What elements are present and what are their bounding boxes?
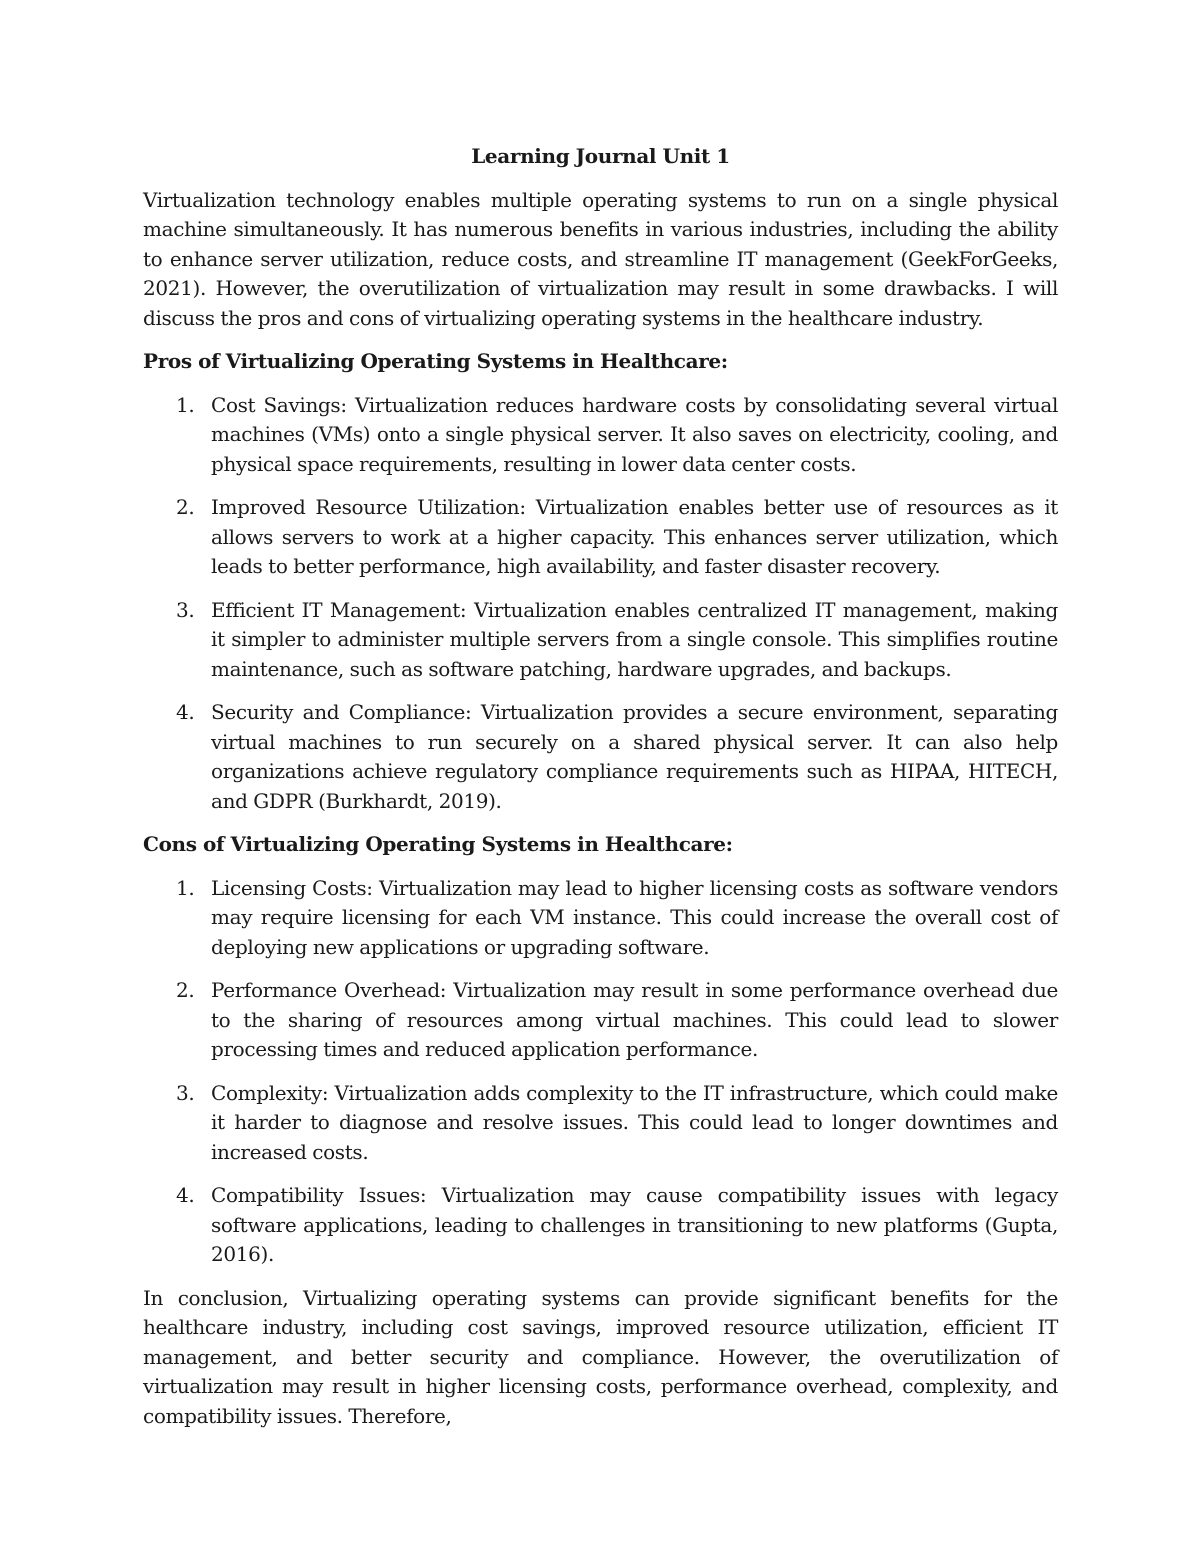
list-item-text: Improved Resource Utilization: Virtualization enables better use of resources as it allows servers to work at a higher capacity. This enhances server utilization, which leads to better performance, high availability, and faster disaster recovery. — [211, 495, 1058, 578]
list-item — [143, 596, 1058, 685]
list-item-text: Compatibility Issues: Virtualization may cause compatibility issues with legacy software applications, leading to challenges in transitioning to new platforms (Gupta, 2016). — [211, 1183, 1058, 1266]
conclusion-paragraph: In conclusion, Virtualizing operating systems can provide significant benefits for the healthcare industry, including cost savings, improved resource utilization, efficient IT management, and better security and compliance. However, the overutilization of virtualization may result in higher licensing costs, performance overhead, complexity, and compatibility issues. Therefore, — [143, 1285, 1058, 1428]
list-item-number: 1. — [176, 875, 195, 900]
list-item-text: Efficient IT Management: Virtualization enables centralized IT management, making it simpler to administer multiple servers from a single console. This simplifies routine maintenance, such as software patching, hardware upgrades, and backups. — [211, 597, 1058, 681]
list-item-number: 3. — [176, 1080, 195, 1105]
cons-heading: Cons of Virtualizing Operating Systems in Healthcare: — [143, 832, 733, 856]
list-item-number: 4. — [176, 1183, 195, 1207]
list-item — [143, 493, 1058, 582]
document-body — [143, 142, 1058, 1431]
pros-heading: Pros of Virtualizing Operating Systems in Healthcare: — [143, 349, 728, 373]
list-item-text: Cost Savings: Virtualization reduces hardware costs by consolidating several virtual machines (VMs) onto a single physical server. It also saves on electricity, cooling, and physical space requirements, resulting in lower data center costs. — [211, 392, 1058, 476]
list-item-number: 2. — [176, 978, 195, 1002]
list-item — [143, 976, 1058, 1065]
list-item — [143, 1079, 1058, 1168]
list-item-text: Performance Overhead: Virtualization may result in some performance overhead due to the sharing of resources among virtual machines. This could lead to slower processing times and reduced application performance. — [211, 978, 1058, 1061]
cons-list — [143, 874, 1058, 1270]
list-item-number: 1. — [176, 392, 195, 417]
list-item-text: Complexity: Virtualization adds complexity to the IT infrastructure, which could make it harder to diagnose and resolve issues. This could lead to longer downtimes and increased costs. — [211, 1080, 1058, 1164]
page-title: Learning Journal Unit 1 — [471, 144, 730, 168]
pros-list — [143, 391, 1058, 817]
list-item — [143, 391, 1058, 480]
list-item — [143, 874, 1058, 963]
intro-paragraph: Virtualization technology enables multiple operating systems to run on a single physical machine simultaneously. It has numerous benefits in various industries, including the ability to enhance server utilization, reduce costs, and streamline IT management (GeekForGeeks, 2021). However, the overutilization of virtualization may result in some drawbacks. I will discuss the pros and cons of virtualizing operating systems in the healthcare industry. — [143, 187, 1058, 330]
list-item-number: 2. — [176, 495, 195, 519]
list-item-text: Security and Compliance: Virtualization provides a secure environment, separating virtual machines to run securely on a shared physical server. It can also help organizations achieve regulatory compliance requirements such as HIPAA, HITECH, and GDPR (Burkhardt, 2019). — [211, 700, 1058, 813]
list-item-text: Licensing Costs: Virtualization may lead to higher licensing costs as software vendors may require licensing for each VM instance. This could increase the overall cost of deploying new applications or upgrading software. — [211, 875, 1058, 959]
list-item — [143, 698, 1058, 816]
list-item-number: 3. — [176, 597, 195, 622]
list-item-number: 4. — [176, 700, 195, 724]
list-item — [143, 1181, 1058, 1270]
